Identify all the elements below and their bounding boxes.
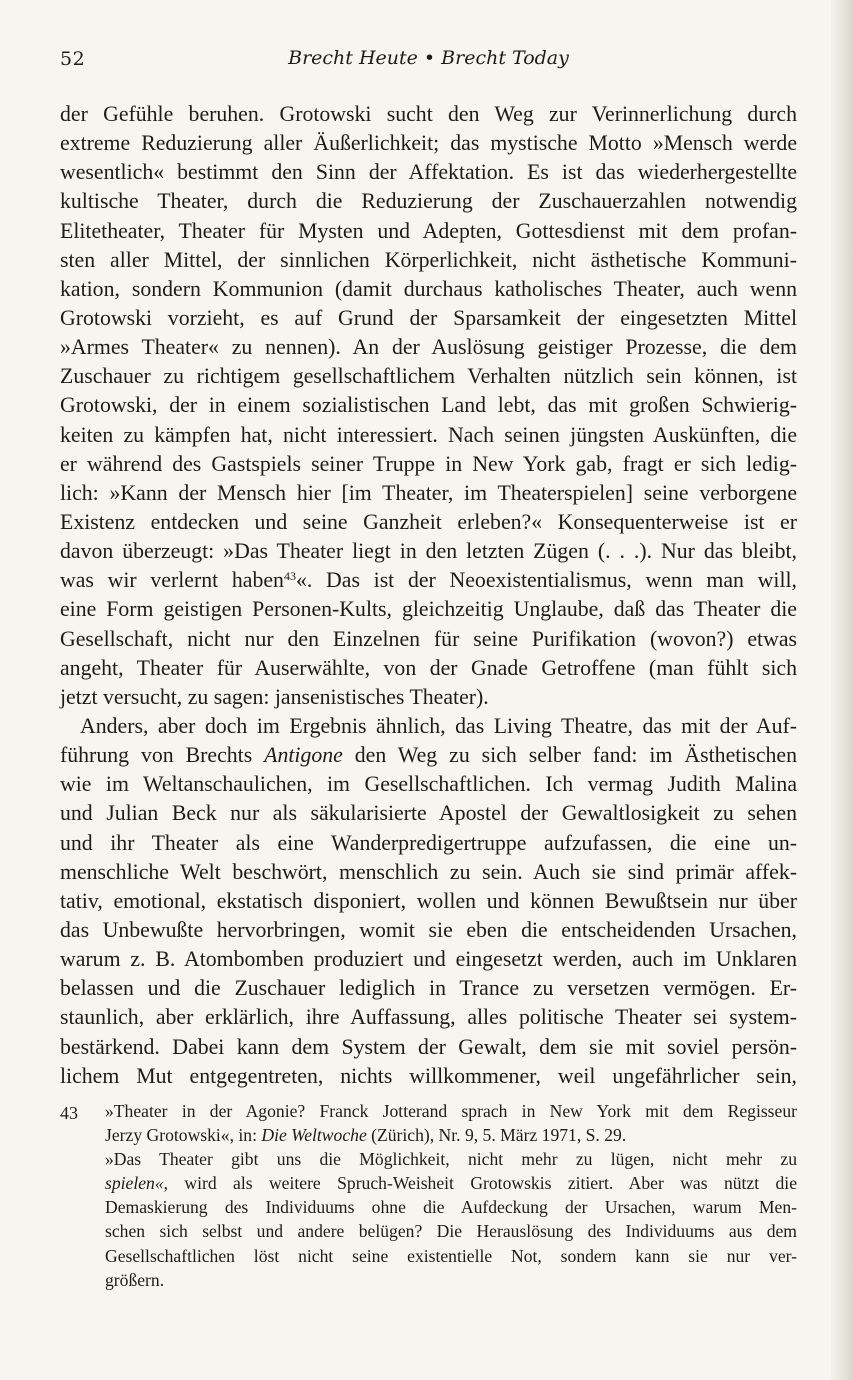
work-title: Antigone [264, 743, 343, 768]
text-line: wie im Weltanschaulichen, im Gesellschaftlichen. Ich vermag Judith Malina [60, 772, 797, 797]
text-line: tativ, emotional, ekstatisch disponiert, wollen und können Bewußtsein nur über [60, 888, 797, 913]
text-line: das Unbewußte hervorbringen, womit sie eben die entscheidenden Ursachen, [60, 917, 797, 942]
text-line: bestärkend. Dabei kann dem System der Gewalt, dem sie mit soviel persön- [60, 1034, 797, 1059]
text-line: wesentlich« bestimmt den Sinn der Affektation. Es ist das wiederhergestellte [60, 160, 797, 185]
text-fragment: (Zürich), Nr. 9, 5. März 1971, S. 29. [366, 1125, 627, 1146]
text-line: sten aller Mittel, der sinnlichen Körperlichkeit, nicht ästhetische Kommuni- [60, 247, 797, 272]
text-line: warum z. B. Atombomben produziert und eingesetzt werden, auch im Unklaren [60, 947, 797, 972]
text-line: lichem Mut entgegentreten, nichts willkommener, weil ungefährlicher sein, [60, 1063, 797, 1088]
footnote-block [60, 1099, 797, 1292]
text-fragment: den Weg zu sich selber fand: im Ästhetischen [342, 743, 797, 768]
text-line: belassen und die Zuschauer lediglich in Trance zu versetzen vermögen. Er- [60, 976, 797, 1001]
text-line: und ihr Theater als eine Wanderpredigertruppe aufzufassen, die eine un- [60, 830, 797, 855]
text-line: Existenz entdecken und seine Ganzheit erleben?« Konsequenterweise ist er [60, 509, 797, 534]
page-edge-shadow [831, 0, 853, 1380]
running-head: Brecht Heute • Brecht Today [288, 47, 569, 69]
footnote-number: 43 [60, 1103, 78, 1123]
text-fragment: »Theater in der Agonie? Franck Jotterand sprach in New York mit dem Regisseur [105, 1101, 797, 1121]
text-line-footnote-ref [60, 566, 797, 595]
text-line: menschliche Welt beschwört, menschlich zu sein. Auch sie sind primär affek- [60, 859, 797, 884]
text-line: Grotowski vorzieht, es auf Grund der Sparsamkeit der eingesetzten Mittel [60, 305, 797, 330]
text-line: Grotowski, der in einem sozialistischen Land lebt, das mit großen Schwierig- [60, 393, 797, 418]
text-line: Gesellschaft, nicht nur den Einzelnen für seine Purifikation (wovon?) etwas [60, 626, 797, 651]
footnote-reference[interactable]: 43 [283, 569, 296, 584]
text-line: angeht, Theater für Auserwählte, von der Gnade Getroffene (man fühlt sich [60, 655, 797, 680]
text-line: eine Form geistigen Personen-Kults, gleichzeitig Unglaube, daß das Theater die [60, 597, 797, 622]
text-line: »Armes Theater« zu nennen). An der Auslösung geistiger Prozesse, die dem [60, 335, 797, 360]
footnote-line: Gesellschaftlichen löst nicht seine existentielle Not, sondern kann sie nur ver- [105, 1245, 797, 1266]
text-line: der Gefühle beruhen. Grotowski sucht den Weg zur Verinnerlichung durch [60, 102, 797, 126]
text-fragment: «. Das ist der Neoexistentialismus, wenn man will, [295, 568, 797, 593]
footnote-line: schen sich selbst und andere belügen? Die Herauslösung des Individuums aus dem [105, 1221, 797, 1242]
text-line: extreme Reduzierung aller Äußerlichkeit; das mystische Motto »Mensch werde [60, 131, 797, 156]
footnote-line: »Das Theater gibt uns die Möglichkeit, nicht mehr zu lügen, nicht mehr zu [105, 1149, 797, 1170]
text-line: staunlich, aber erklärlich, ihre Auffassung, alles politische Theater sei system- [60, 1005, 797, 1030]
footnote-line [60, 1099, 797, 1123]
text-line: kultische Theater, durch die Reduzierung der Zuschauerzahlen notwendig [60, 189, 797, 214]
text-fragment: führung von Brechts [60, 743, 265, 768]
text-line: und Julian Beck nur als säkularisierte Apostel der Gewaltlosigkeit zu sehen [60, 801, 797, 826]
text-line: jetzt versucht, zu sagen: jansenistisches Theater). [60, 684, 489, 709]
body-text [60, 100, 797, 1091]
text-line: kation, sondern Kommunion (damit durchaus katholisches Theater, auch wenn [60, 276, 797, 301]
text-fragment: , wird als weitere Spruch-Weisheit Grotowskis zitiert. Aber was nützt die [163, 1173, 797, 1194]
text-line: davon überzeugt: »Das Theater liegt in den letzten Zügen (. . .). Nur das bleibt, [60, 539, 797, 564]
text-line [60, 741, 797, 770]
text-line: Elitetheater, Theater für Mysten und Adepten, Gottesdienst mit dem profan- [60, 218, 797, 243]
page-number: 52 [60, 48, 86, 70]
text-line: lich: »Kann der Mensch hier [im Theater, im Theaterspielen] seine verborgene [60, 480, 797, 505]
text-line: er während des Gastspiels seiner Truppe in New York gab, fragt er sich ledig- [60, 451, 797, 476]
publication-title: Die Weltwoche [261, 1125, 367, 1146]
text-fragment: was wir verlernt haben [60, 568, 284, 593]
footnote-line: Demaskierung des Individuums ohne die Aufdeckung der Ursachen, warum Men- [105, 1197, 797, 1218]
footnote-line: größern. [105, 1269, 165, 1290]
quoted-word: spielen« [105, 1173, 164, 1194]
text-fragment: Jerzy Grotowski«, in: [105, 1125, 262, 1146]
paragraph-start-line: Anders, aber doch im Ergebnis ähnlich, das Living Theatre, das mit der Auf- [80, 713, 797, 738]
text-line: keiten zu kämpfen hat, nicht interessiert. Nach seinen jüngsten Auskünften, die [60, 422, 797, 447]
footnote-line [60, 1123, 797, 1147]
footnote-line [60, 1171, 797, 1195]
text-line: Zuschauer zu richtigem gesellschaftlichem Verhalten nützlich sein können, ist [60, 364, 797, 389]
